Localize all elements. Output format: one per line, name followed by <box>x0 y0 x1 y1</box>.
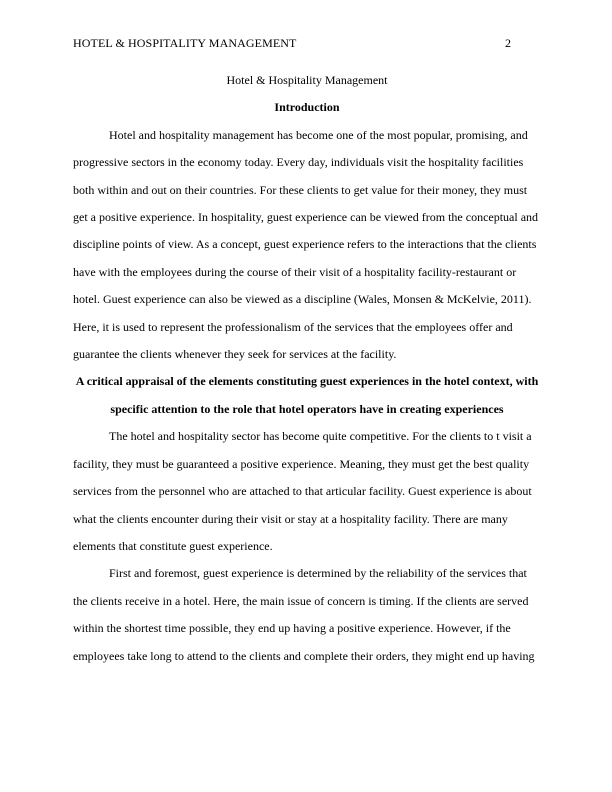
page-number: 2 <box>505 36 511 50</box>
section-paragraph-1: The hotel and hospitality sector has become quite competitive. For the clients to t visit a facility, they must be guaranteed a positive experience. Meaning, they must get the best quality services from the personnel who are attached to that articular facility. Guest experience is about what the clients encounter during their visit or stay at a hospitality facility. There are many elements that constitute guest experience. <box>73 429 532 553</box>
intro-paragraph: Hotel and hospitality management has become one of the most popular, promising, and progressive sectors in the economy today. Every day, individuals visit the hospitality facilities both within and out on their countries. For these clients to get value for their money, they must get a positive experience. In hospitality, guest experience can be viewed from the conceptual and discipline points of view. As a concept, guest experience refers to the interactions that the clients have with the employees during the course of their visit of a hospitality facility-restaurant or hotel. Guest experience can also be viewed as a discipline (Wales, Monsen & McKelvie, 2011). Here, it is used to represent the professionalism of the services that the employees offer and guarantee the clients whenever they seek for services at the facility. <box>73 127 539 362</box>
section-heading: A critical appraisal of the elements constituting guest experiences in the hotel context, with specific attention to the role that hotel operators have in creating experiences <box>75 374 539 416</box>
section-paragraph-2: First and foremost, guest experience is determined by the reliability of the services that the clients receive in a hotel. Here, the main issue of concern is timing. If the clients are served within the shortest time possible, they end up having a positive experience. However, if the employees take long to attend to the clients and complete their orders, they might end up having <box>73 566 535 663</box>
document-title: Hotel & Hospitality Management <box>226 73 388 87</box>
intro-heading: Introduction <box>274 100 340 115</box>
document-body <box>73 67 541 670</box>
running-head: HOTEL & HOSPITALITY MANAGEMENT <box>73 36 297 50</box>
